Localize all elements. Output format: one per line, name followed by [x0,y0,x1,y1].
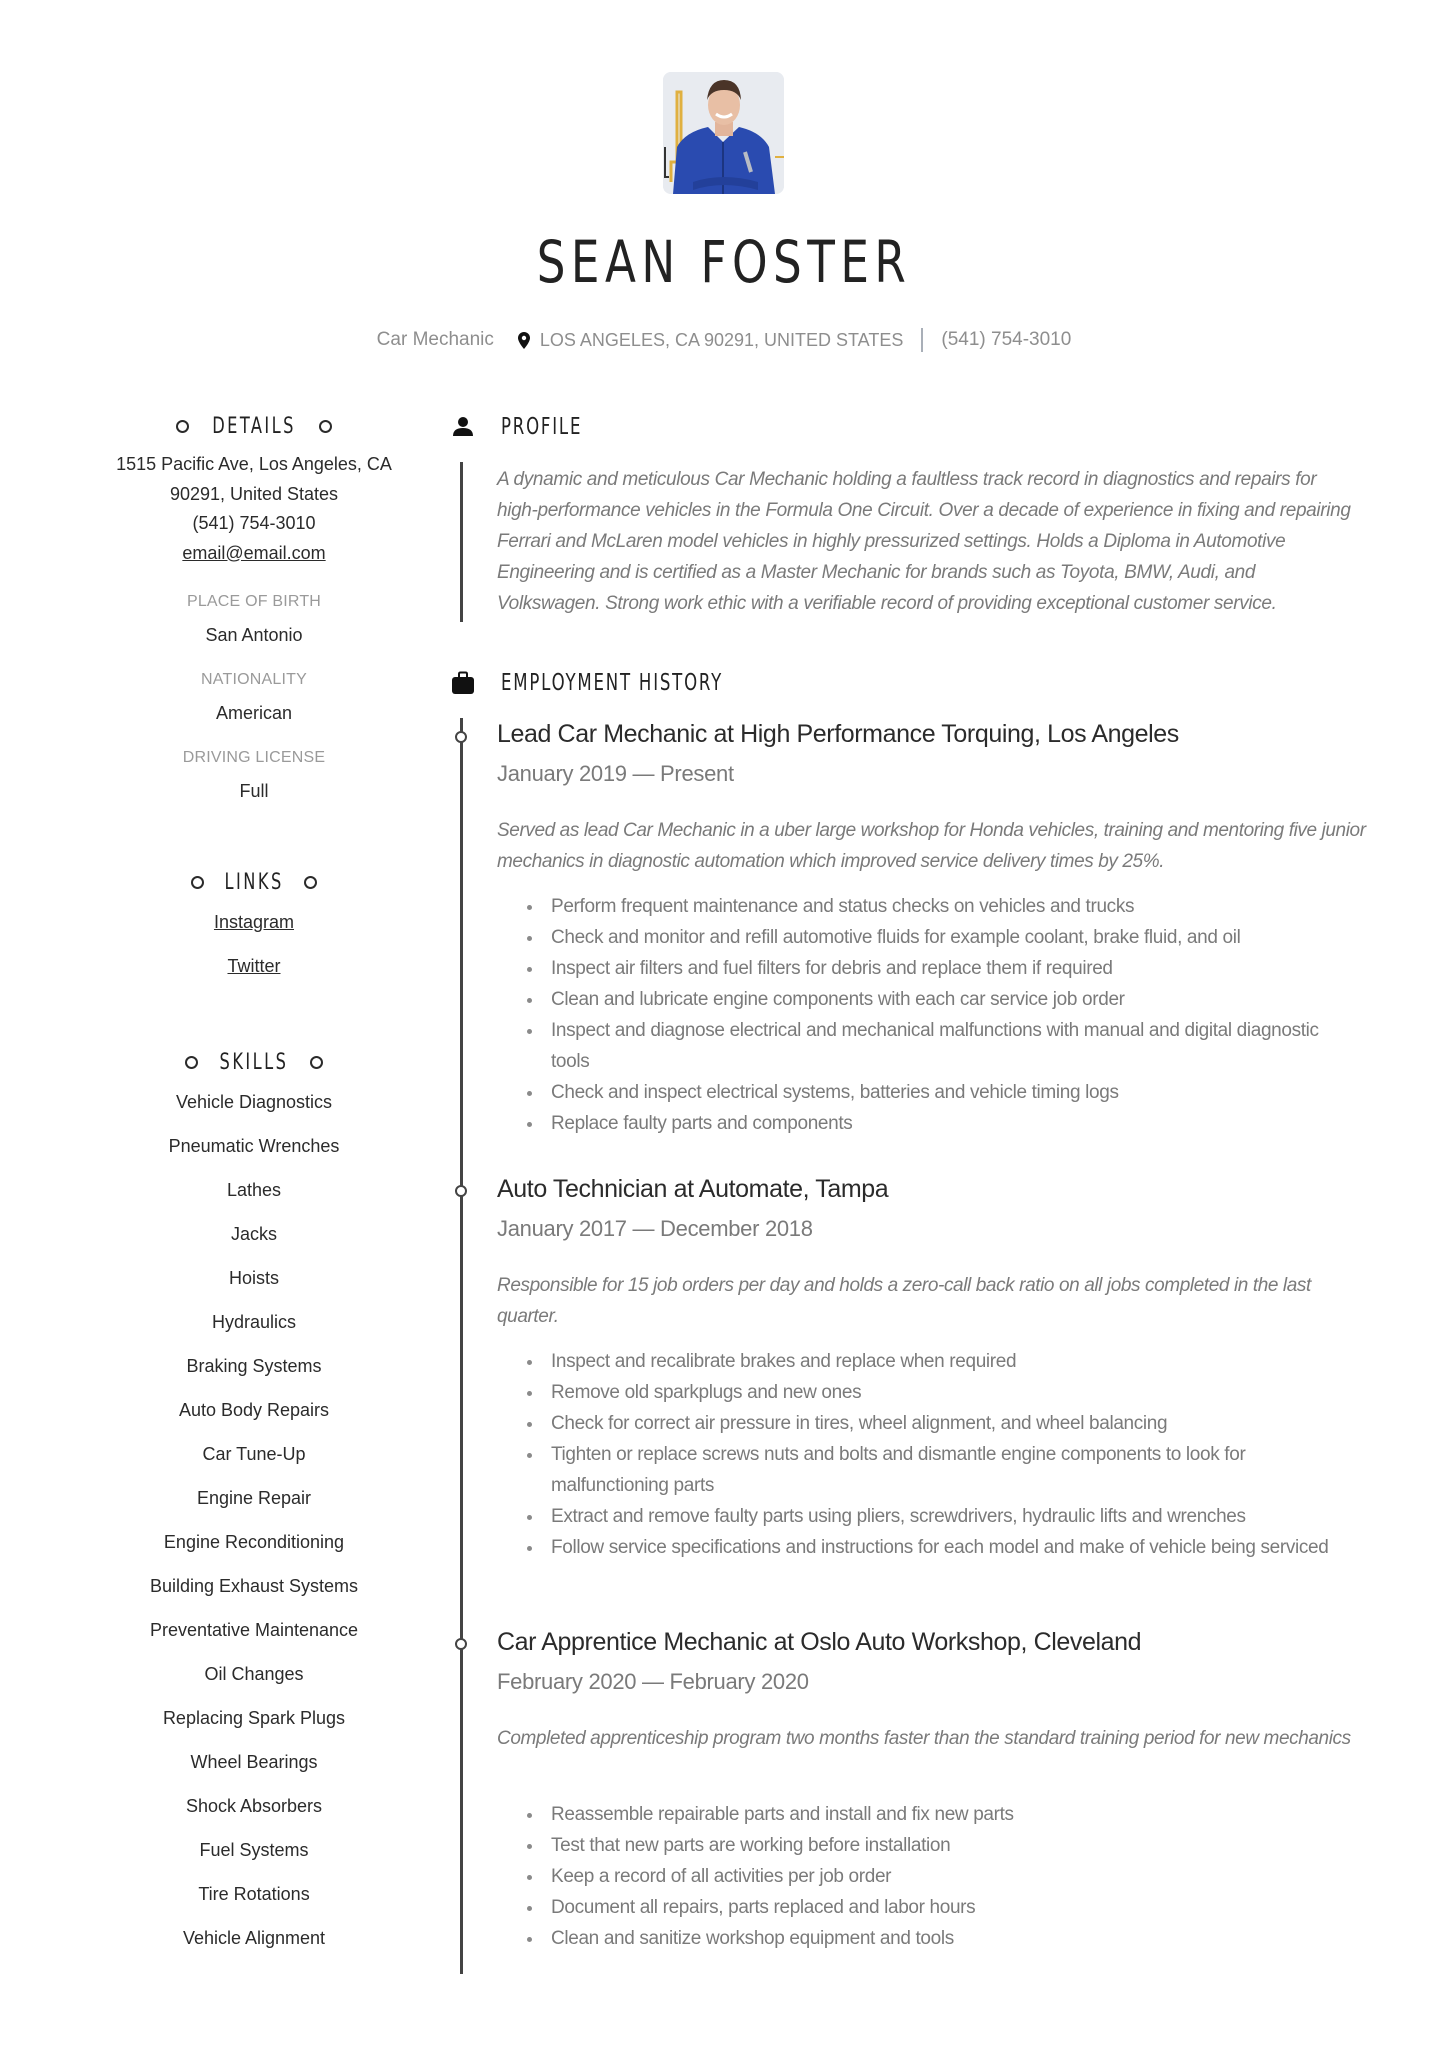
header-phone: (541) 754-3010 [941,329,1072,350]
job-bullet: Clean and lubricate engine components with each car service job order [497,984,1357,1015]
timeline-node-icon [455,1185,467,1197]
skill-item: Replacing Spark Plugs [162,1708,346,1728]
person-icon [450,414,476,440]
skill-item: Braking Systems [186,1356,322,1376]
skill-item: Pneumatic Wrenches [168,1136,340,1156]
candidate-name: SEAN FOSTER [536,228,912,296]
skill-item: Car Tune-Up [202,1444,306,1464]
job-title: Auto Technician at Automate, Tampa [497,1175,889,1203]
job-bullets [497,1799,1357,1954]
job-bullet: Perform frequent maintenance and status checks on vehicles and trucks [497,891,1357,922]
job-bullet: Reassemble repairable parts and install and fix new parts [497,1799,1357,1830]
job-bullet: Check for correct air pressure in tires, wheel alignment, and wheel balancing [497,1408,1357,1439]
profile-accent-bar [460,462,463,622]
nationality-value: American [215,703,293,723]
ring-icon [304,876,317,889]
skill-item: Vehicle Alignment [182,1928,326,1948]
job-description: Completed apprenticeship program two months faster than the standard training period for new mechanics [497,1728,1351,1749]
profile-heading-label: PROFILE [501,414,583,440]
skill-item: Preventative Maintenance [149,1620,359,1640]
skill-item: Lathes [226,1180,282,1200]
details-heading-label: DETAILS [212,413,296,439]
mechanic-portrait-image [663,72,784,194]
skill-item: Engine Repair [196,1488,312,1508]
profile-photo [663,72,784,194]
instagram-link[interactable]: Instagram [213,912,295,932]
location-pin-icon [518,332,530,349]
skill-item: Engine Reconditioning [163,1532,345,1552]
job-title: Car Apprentice Mechanic at Oslo Auto Workshop, Cleveland [497,1628,1142,1656]
job-dates: February 2020 — February 2020 [497,1669,809,1694]
employment-heading-label: EMPLOYMENT HISTORY [501,670,724,696]
address-line-1: 1515 Pacific Ave, Los Angeles, CA [116,454,392,474]
ring-icon [176,420,189,433]
ring-icon [310,1056,323,1069]
job-bullet: Inspect and recalibrate brakes and replace when required [497,1346,1357,1377]
job-bullet: Clean and sanitize workshop equipment and tools [497,1923,1357,1954]
job-dates: January 2019 — Present [497,761,734,786]
driving-license-label: DRIVING LICENSE [182,749,326,766]
job-bullets [497,891,1357,1139]
job-bullet: Test that new parts are working before installation [497,1830,1357,1861]
skill-item: Jacks [230,1224,277,1244]
skill-item: Fuel Systems [199,1840,309,1860]
job-bullet: Extract and remove faulty parts using pliers, screwdrivers, hydraulic lifts and wrenches [497,1501,1357,1532]
skill-item: Hydraulics [211,1312,297,1332]
job-bullet: Remove old sparkplugs and new ones [497,1377,1357,1408]
header-subtitle [0,326,1448,354]
links-heading [100,866,408,898]
profile-summary: A dynamic and meticulous Car Mechanic holding a faultless track record in diagnostics and repairs for high-performance vehicles in the Formula One Circuit. Over a decade of experience in fixing and repairing Ferrari and McLaren model vehicles in highly pressurized settings. Holds a Diploma in Automotive Engineering and is certified as a Master Mechanic for brands such as Toyota, BMW, Audi, and Volkswagen. Strong work ethic with a verifiable record of providing exceptional customer service. [497,469,1351,614]
skill-item: Wheel Bearings [190,1752,318,1772]
job-bullet: Inspect air filters and fuel filters for debris and replace them if required [497,953,1357,984]
place-of-birth-value: San Antonio [205,625,303,645]
skills-heading [100,1046,408,1078]
email-link[interactable]: email@email.com [182,542,326,563]
ring-icon [319,420,332,433]
briefcase-icon [450,670,476,696]
details-address [100,450,408,568]
skill-item: Oil Changes [204,1664,304,1684]
nationality-label: NATIONALITY [201,671,307,688]
twitter-link[interactable]: Twitter [227,956,281,976]
skill-item: Tire Rotations [198,1884,310,1904]
details-heading [100,410,408,442]
sidebar [100,410,408,1952]
job-bullets [497,1346,1357,1563]
employment-heading [450,666,809,700]
job-bullet: Check and inspect electrical systems, batteries and vehicle timing logs [497,1077,1357,1108]
links-heading-label: LINKS [224,869,284,895]
skill-item: Shock Absorbers [185,1796,323,1816]
job-bullet: Follow service specifications and instructions for each model and make of vehicle being serviced [497,1532,1357,1563]
profile-heading [450,410,614,444]
skills-section [100,1046,408,1952]
skill-item: Auto Body Repairs [178,1400,330,1420]
skill-item: Vehicle Diagnostics [175,1092,333,1112]
ring-icon [191,876,204,889]
skill-item: Hoists [228,1268,279,1288]
job-bullet: Keep a record of all activities per job order [497,1861,1357,1892]
job-bullet: Tighten or replace screws nuts and bolts and dismantle engine components to look for malfunctioning parts [497,1439,1357,1501]
job-bullet: Check and monitor and refill automotive fluids for example coolant, brake fluid, and oil [497,922,1357,953]
place-of-birth-label: PLACE OF BIRTH [186,593,322,610]
details-phone: (541) 754-3010 [192,513,316,533]
header-divider [921,328,923,352]
job-title: Lead Car Mechanic at High Performance Torquing, Los Angeles [497,720,1179,748]
job-title: Car Mechanic [376,329,494,350]
job-bullet: Document all repairs, parts replaced and labor hours [497,1892,1357,1923]
timeline-node-icon [455,731,467,743]
links-section [100,866,408,980]
driving-license-value: Full [239,781,269,801]
skill-item: Building Exhaust Systems [149,1576,359,1596]
timeline-line [460,718,463,1974]
job-dates: January 2017 — December 2018 [497,1216,813,1241]
job-description: Responsible for 15 job orders per day and holds a zero-call back ratio on all jobs completed in the last quarter. [497,1275,1311,1327]
job-description: Served as lead Car Mechanic in a uber large workshop for Honda vehicles, training and mentoring five junior mechanics in diagnostic automation which improved service delivery times by 25%. [497,820,1366,872]
header-location: LOS ANGELES, CA 90291, UNITED STATES [539,330,904,350]
job-bullet: Inspect and diagnose electrical and mechanical malfunctions with manual and digital diagnostic tools [497,1015,1357,1077]
skills-heading-label: SKILLS [219,1049,289,1075]
timeline-node-icon [455,1638,467,1650]
ring-icon [185,1056,198,1069]
job-bullet: Replace faulty parts and components [497,1108,1357,1139]
address-line-2: 90291, United States [169,483,339,504]
